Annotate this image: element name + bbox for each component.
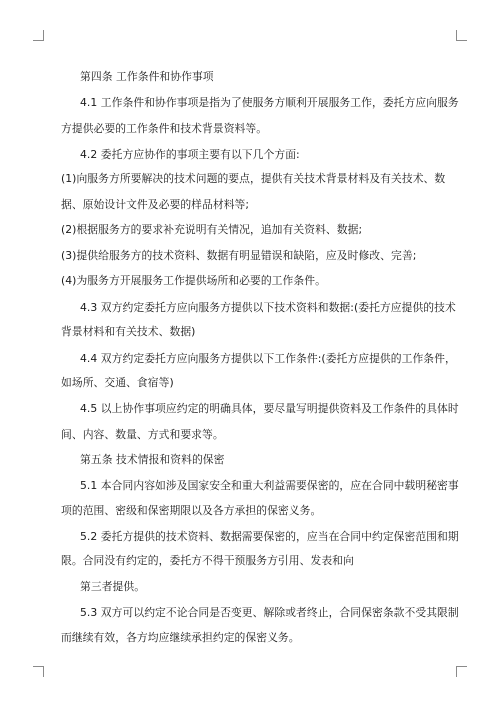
paragraph-line: (1)向服务方所要解决的技术问题的要点，提供有关技术背景材料及有关技术、数 bbox=[61, 172, 446, 185]
paragraph-line: 第三者提供。 bbox=[80, 580, 146, 593]
paragraph-line: 限。合同没有约定的，委托方不得干预服务方引用、发表和向 bbox=[61, 554, 354, 567]
paragraph-line: (3)提供给服务方的技术资料、数据有明显错误和缺陷，应及时修改、完善; bbox=[61, 249, 417, 262]
paragraph-line: 5.2 委托方提供的技术资料、数据需要保密的，应当在合同中约定保密范围和期 bbox=[80, 530, 459, 543]
paragraph-line: 4.3 双方约定委托方应向服务方提供以下技术资料和数据:(委托方应提供的技术 bbox=[80, 301, 456, 314]
paragraph-line: 如场所、交通、食宿等) bbox=[61, 376, 174, 389]
paragraph-line: 据、原始设计文件及必要的样品材料等; bbox=[61, 198, 250, 211]
paragraph-line: 间、内容、数量、方式和要求等。 bbox=[61, 428, 224, 441]
crop-mark-bottom-left bbox=[33, 666, 44, 677]
article-4-heading: 第四条 工作条件和协作事项 bbox=[80, 70, 214, 83]
article-5-heading: 第五条 技术情报和资料的保密 bbox=[80, 453, 225, 466]
paragraph-line: 4.5 以上协作事项应约定的明确具体，要尽量写明提供资料及工作条件的具体时 bbox=[80, 402, 459, 415]
paragraph-line: (2)根据服务方的要求补充说明有关情况，追加有关资料、数据; bbox=[61, 223, 363, 236]
paragraph-line: 4.2 委托方应协作的事项主要有以下几个方面: bbox=[80, 148, 300, 161]
crop-mark-bottom-right bbox=[456, 666, 467, 677]
paragraph-line: 4.4 双方约定委托方应向服务方提供以下工作条件:(委托方应提供的工作条件， bbox=[80, 352, 456, 365]
paragraph-line: 4.1 工作条件和协作事项是指为了使服务方顺利开展服务工作，委托方应向服务 bbox=[80, 96, 459, 109]
paragraph-line: 项的范围、密级和保密期限以及各方承担的保密义务。 bbox=[61, 504, 322, 517]
paragraph-line: 5.1 本合同内容如涉及国家安全和重大利益需要保密的，应在合同中载明秘密事 bbox=[80, 479, 459, 492]
paragraph-line: 而继续有效，各方均应继续承担约定的保密义务。 bbox=[61, 631, 300, 644]
paragraph-line: 方提供必要的工作条件和技术背景资料等。 bbox=[61, 122, 268, 135]
crop-mark-top-left bbox=[33, 30, 44, 41]
paragraph-line: (4)为服务方开展服务工作提供场所和必要的工作条件。 bbox=[61, 274, 326, 287]
paragraph-line: 背景材料和有关技术、数据) bbox=[61, 325, 196, 338]
paragraph-line: 5.3 双方可以约定不论合同是否变更、解除或者终止，合同保密条款不受其限制 bbox=[80, 606, 459, 619]
crop-mark-top-right bbox=[456, 30, 467, 41]
